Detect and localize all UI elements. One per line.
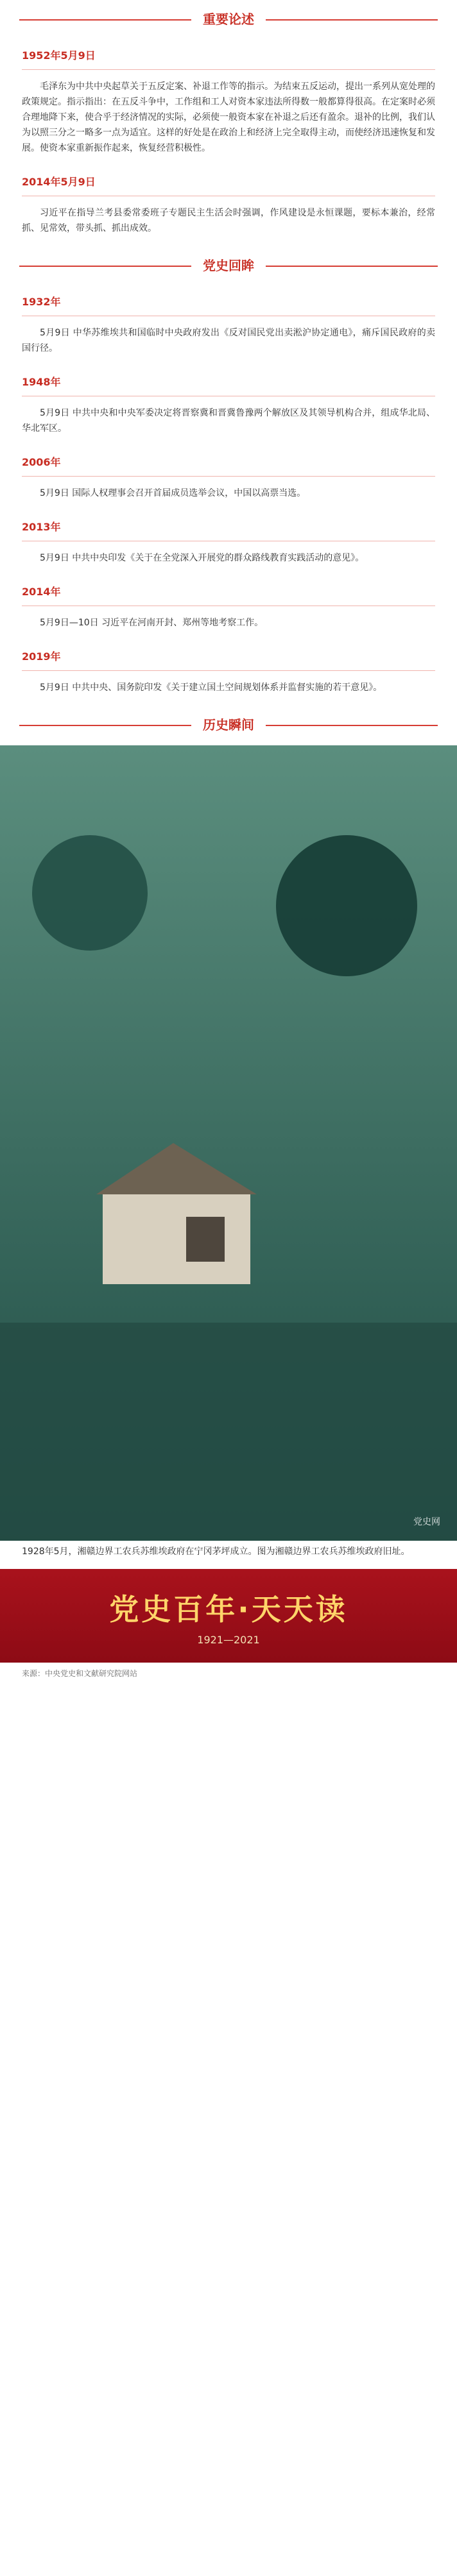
historical-photo: [0, 745, 457, 1541]
section-header-moments: 历史瞬间: [0, 706, 457, 745]
section-header-important: 重要论述: [0, 0, 457, 40]
section-header-history: 党史回眸: [0, 246, 457, 286]
photo-image: [0, 745, 457, 1541]
banner: 党史百年·天天读 1921—2021: [0, 1569, 457, 1663]
photo-caption: 1928年5月，湘赣边界工农兵苏维埃政府在宁冈茅坪成立。图为湘赣边界工农兵苏维埃政府旧址。: [22, 1546, 410, 1557]
photo-watermark: 党史网: [413, 1517, 440, 1527]
source: 来源：中央党史和文献研究院网站: [22, 1669, 138, 1678]
important-content: 1952年5月9日 毛泽东为中共中央起草关于五反定案、补退工作等的指示。为结束五反运动，提出一系列从宽处理的政策规定。指示指出：在五反斗争中，工作组和工人对资本家违法所得数一般都算得很高。在定案时必须合理地降下来，使合乎于经济情况的实际，必须使一般资本家在补退之后还有盈余。退补的比例，我们认为以照三分之一略多一点为适宜。这样的好处是在政治上和经济上完全取得主动，而使经济迅速恢复和发展。使资本家重新振作起来，恢复经营积极性。 2014年5月9日 习近平在指导兰考县委常委班子专题民主生活会时强调，作风建设是永恒课题，要标本兼治，经常抓、见常效，带头抓、抓出成效。: [22, 49, 435, 233]
history-content: 1932年 5月9日 中华苏维埃共和国临时中央政府发出《反对国民党出卖淞沪协定通电》，痛斥国民政府的卖国行径。 1948年 5月9日 中共中央和中央军委决定将晋察冀和晋冀鲁豫两个解放区及其领导机构合并，组成华北局、华北军区。 2006年 5月9日 国际人权理事会召开首届成员选举会议，中国以高票当选。 2013年 5月9日 中共中央印发《关于在全党深入开展党的群众路线教育实践活动的意见》。 2014年 5月9日—10日 习近平在河南开封、郑州等地考察工作。 2019年 5月9日 中共中央、国务院印发《关于建立国土空间规划体系并监督实施的若干意见》。: [22, 296, 435, 693]
